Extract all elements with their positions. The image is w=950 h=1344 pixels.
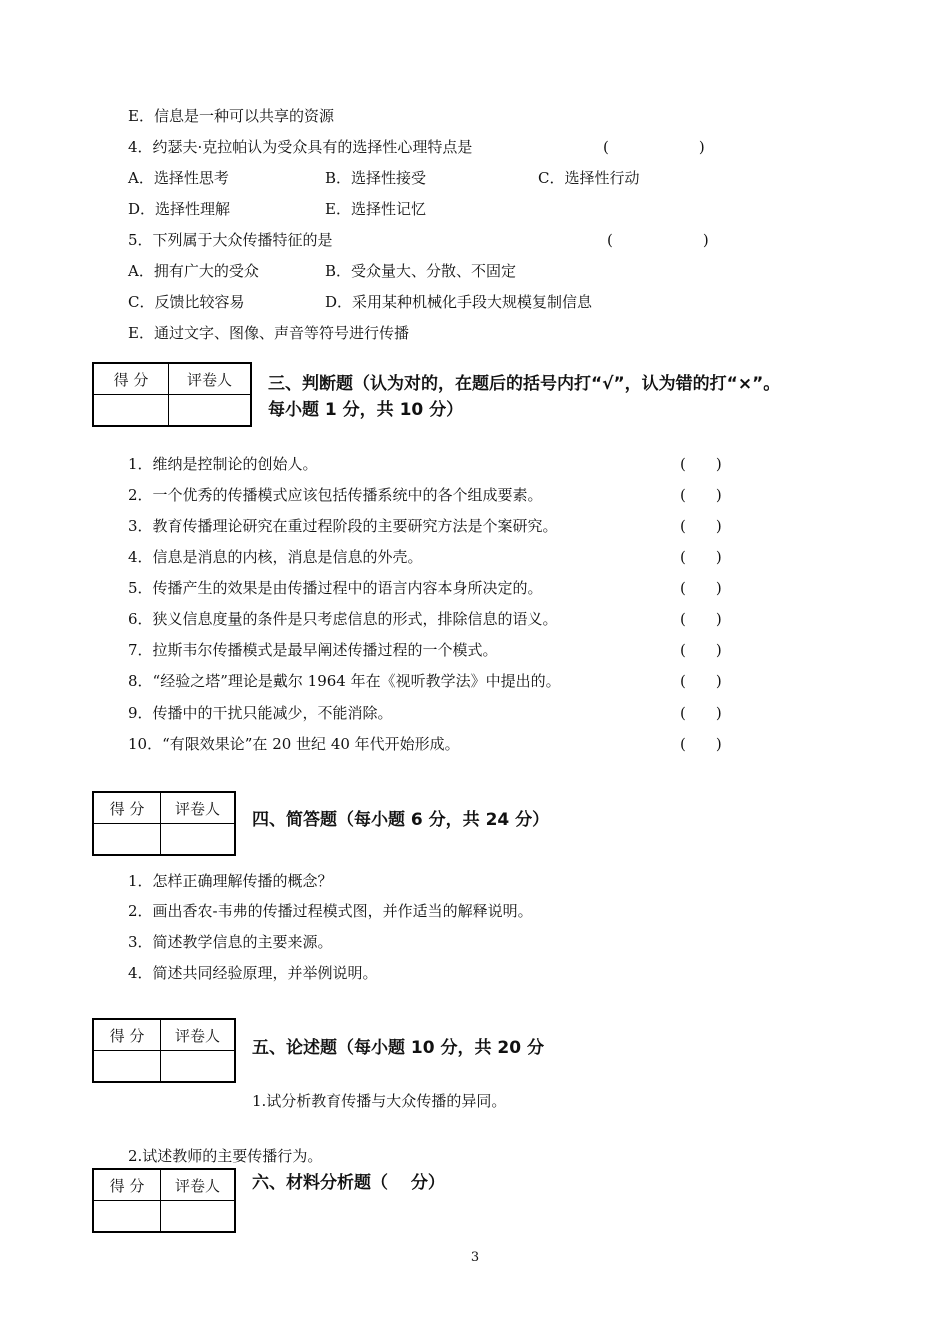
judge-paren: ( ) — [680, 672, 722, 690]
judge-item: 4．信息是消息的内核，消息是信息的外壳。 — [128, 548, 423, 566]
grader-label: 评卷人 — [161, 792, 236, 824]
q5-stem: 5．下列属于大众传播特征的是 — [128, 231, 333, 249]
grader-cell[interactable] — [161, 824, 236, 856]
score-box-section4 — [92, 791, 236, 856]
grader-cell[interactable] — [161, 1201, 236, 1233]
q3-option-e: E．信息是一种可以共享的资源 — [128, 107, 334, 125]
judge-paren: ( ) — [680, 735, 722, 753]
q4-option-b: B．选择性接受 — [325, 169, 427, 187]
judge-paren: ( ) — [680, 704, 722, 722]
q4-option-e: E．选择性记忆 — [325, 200, 426, 218]
short-answer-item: 4．简述共同经验原理，并举例说明。 — [128, 964, 378, 982]
short-answer-item: 2．画出香农-韦弗的传播过程模式图，并作适当的解释说明。 — [128, 902, 533, 920]
judge-paren: ( ) — [680, 486, 722, 504]
score-cell[interactable] — [93, 1201, 161, 1233]
grader-label: 评卷人 — [169, 363, 252, 395]
score-label: 得 分 — [93, 363, 169, 395]
section3-heading-line2: 每小题 1 分，共 10 分） — [268, 400, 464, 420]
score-cell[interactable] — [93, 824, 161, 856]
section3-heading-line1: 三、判断题（认为对的，在题后的括号内打“√”，认为错的打“×”。 — [268, 374, 781, 394]
judge-item: 3．教育传播理论研究在重过程阶段的主要研究方法是个案研究。 — [128, 517, 558, 535]
page-number: 3 — [470, 1250, 480, 1265]
q4-option-a: A．选择性思考 — [128, 169, 229, 187]
judge-paren: ( ) — [680, 548, 722, 566]
score-label: 得 分 — [93, 1169, 161, 1201]
judge-item: 1．维纳是控制论的创始人。 — [128, 455, 318, 473]
judge-item: 7．拉斯韦尔传播模式是最早阐述传播过程的一个模式。 — [128, 641, 498, 659]
essay-item-1: 1.试分析教育传播与大众传播的异同。 — [252, 1092, 507, 1110]
grader-label: 评卷人 — [161, 1169, 236, 1201]
section6-heading: 六、材料分析题（ 分） — [252, 1173, 445, 1193]
judge-paren: ( ) — [680, 579, 722, 597]
judge-item: 9．传播中的干扰只能减少，不能消除。 — [128, 704, 393, 722]
q5-answer-paren: ( ) — [607, 231, 709, 249]
q5-option-c: C．反馈比较容易 — [128, 293, 245, 311]
short-answer-item: 1．怎样正确理解传播的概念？ — [128, 872, 333, 890]
score-box-section5 — [92, 1018, 236, 1083]
short-answer-item: 3．简述教学信息的主要来源。 — [128, 933, 333, 951]
section5-heading: 五、论述题（每小题 10 分，共 20 分 — [252, 1038, 544, 1058]
judge-paren: ( ) — [680, 610, 722, 628]
score-box-section3 — [92, 362, 252, 427]
q4-stem: 4．约瑟夫·克拉帕认为受众具有的选择性心理特点是 — [128, 138, 473, 156]
score-box-section6 — [92, 1168, 236, 1233]
judge-item: 6．狭义信息度量的条件是只考虑信息的形式，排除信息的语义。 — [128, 610, 558, 628]
score-label: 得 分 — [93, 792, 161, 824]
score-label: 得 分 — [93, 1019, 161, 1051]
score-cell[interactable] — [93, 395, 169, 427]
q5-option-d: D．采用某种机械化手段大规模复制信息 — [325, 293, 593, 311]
essay-item-2: 2.试述教师的主要传播行为。 — [128, 1147, 323, 1165]
q4-answer-paren: ( ) — [603, 138, 705, 156]
score-cell[interactable] — [93, 1051, 161, 1083]
grader-cell[interactable] — [161, 1051, 236, 1083]
judge-item: 8．“经验之塔”理论是戴尔 1964 年在《视听教学法》中提出的。 — [128, 672, 561, 690]
grader-cell[interactable] — [169, 395, 252, 427]
grader-label: 评卷人 — [161, 1019, 236, 1051]
section4-heading: 四、简答题（每小题 6 分，共 24 分） — [252, 810, 550, 830]
judge-paren: ( ) — [680, 641, 722, 659]
q5-option-e: E．通过文字、图像、声音等符号进行传播 — [128, 324, 409, 342]
q5-option-b: B．受众量大、分散、不固定 — [325, 262, 517, 280]
q5-option-a: A．拥有广大的受众 — [128, 262, 259, 280]
judge-item: 5．传播产生的效果是由传播过程中的语言内容本身所决定的。 — [128, 579, 543, 597]
judge-paren: ( ) — [680, 517, 722, 535]
q4-option-c: C．选择性行动 — [538, 169, 640, 187]
judge-paren: ( ) — [680, 455, 722, 473]
judge-item: 2．一个优秀的传播模式应该包括传播系统中的各个组成要素。 — [128, 486, 543, 504]
q4-option-d: D．选择性理解 — [128, 200, 231, 218]
judge-item: 10．“有限效果论”在 20 世纪 40 年代开始形成。 — [128, 735, 460, 753]
